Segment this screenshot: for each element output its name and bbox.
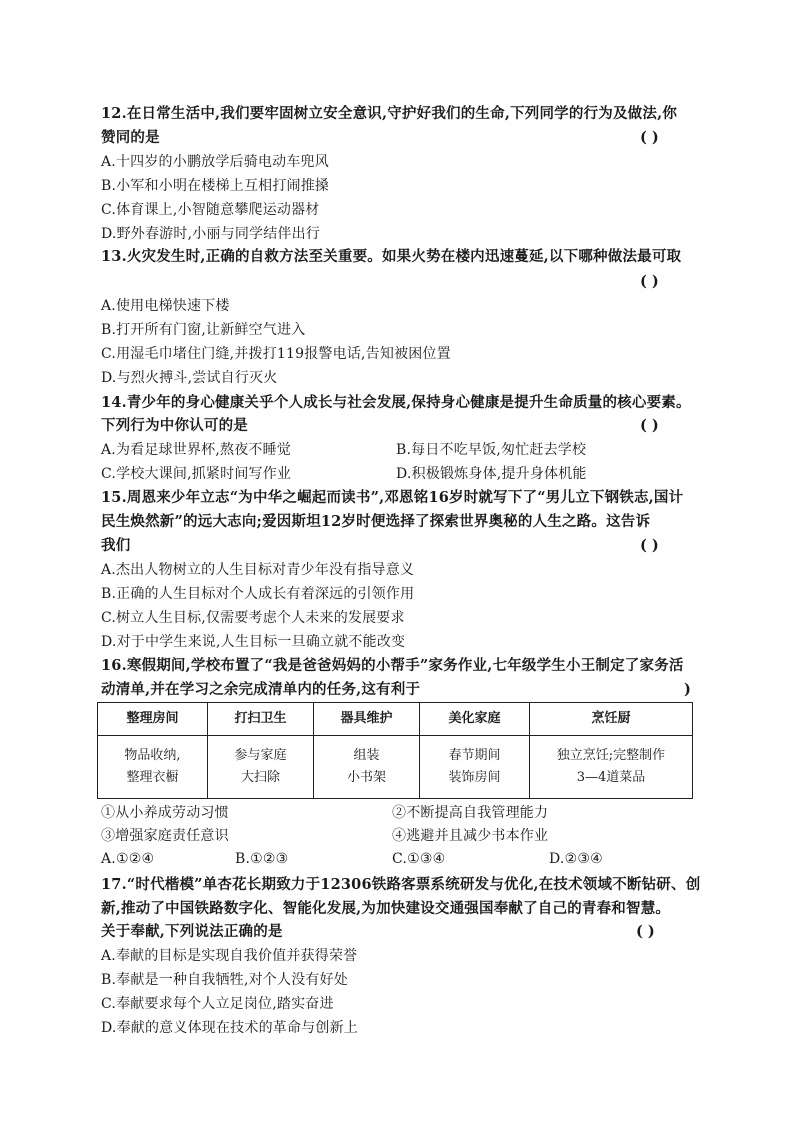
q16-choice-b: B.①②③ — [235, 851, 289, 867]
q15-answer-blank: ( ) — [640, 537, 659, 554]
table-row — [98, 736, 693, 799]
cell-line: 整理衣橱 — [126, 770, 179, 785]
q15-option-d: D.对于中学生来说,人生目标一旦确立就不能改变 — [101, 634, 406, 650]
q16-stem-line2: 动清单,并在学习之余完成清单内的任务,这有利于 — [101, 681, 421, 698]
q15-stem-line1: 15.周恩来少年立志“为中华之崛起而读书”,邓恩铭16岁时就写下了“男儿立下钢铁志,国计 — [101, 489, 684, 506]
q12-stem-line2: 赞同的是 — [101, 129, 160, 146]
cell-line: 春节期间 — [448, 748, 501, 763]
q16-stem-line1: 16.寒假期间,学校布置了“我是爸爸妈妈的小帮手”家务作业,七年级学生小王制定了家务活 — [101, 657, 684, 674]
q17-stem-line3: 关于奉献,下列说法正确的是 — [101, 923, 283, 940]
table-header-cell: 器具维护 — [314, 703, 420, 736]
cell-line: 3—4道菜品 — [576, 770, 646, 785]
q16-statement-1: ①从小养成劳动习惯 — [101, 805, 229, 821]
q17-option-b: B.奉献是一种自我牺牲,对个人没有好处 — [101, 972, 348, 988]
q14-stem-line2: 下列行为中你认可的是 — [101, 417, 248, 434]
q16-choice-a: A.①②④ — [101, 851, 155, 867]
cell-line: 组装 — [353, 748, 380, 763]
q14-option-a: A.为看足球世界杯,熬夜不睡觉 — [101, 442, 292, 458]
q17-stem-line1: 17.“时代楷模”单杏花长期致力于12306铁路客票系统研发与优化,在技术领域不断钻研、创 — [101, 876, 701, 893]
q17-answer-blank: ( ) — [636, 923, 655, 940]
table-cell — [530, 736, 693, 799]
q12-stem-line1: 12.在日常生活中,我们要牢固树立安全意识,守护好我们的生命,下列同学的行为及做法,你 — [101, 105, 678, 122]
table-cell — [208, 736, 314, 799]
table-cell — [314, 736, 420, 799]
q13-answer-blank: ( ) — [640, 273, 659, 290]
q13-option-b: B.打开所有门窗,让新鲜空气进入 — [101, 322, 306, 338]
q15-option-a: A.杰出人物树立的人生目标对青少年没有指导意义 — [101, 562, 415, 578]
q17-option-d: D.奉献的意义体现在技术的革命与创新上 — [101, 1020, 358, 1036]
cell-line: 独立烹饪;完整制作 — [556, 748, 666, 763]
q16-statement-3: ③增强家庭责任意识 — [101, 828, 229, 844]
q17-option-c: C.奉献要求每个人立足岗位,踏实奋进 — [101, 996, 334, 1012]
q14-option-b: B.每日不吃早饭,匆忙赶去学校 — [396, 442, 587, 458]
q16-statement-4: ④逃避并且减少书本作业 — [392, 828, 549, 844]
q12-option-b: B.小军和小明在楼梯上互相打闹推搡 — [101, 178, 330, 194]
q17-stem-line2: 新,推动了中国铁路数字化、智能化发展,为加快建设交通强国奉献了自己的青春和智慧。 — [101, 900, 671, 917]
table-cell — [420, 736, 530, 799]
q16-choice-c: C.①③④ — [392, 851, 446, 867]
q12-answer-blank: ( ) — [640, 129, 659, 146]
cell-line: 参与家庭 — [234, 748, 287, 763]
cell-line: 物品收纳, — [124, 748, 181, 763]
q12-option-c: C.体育课上,小智随意攀爬运动器材 — [101, 202, 320, 218]
cell-line: 装饰房间 — [448, 770, 501, 785]
cell-line: 小书架 — [346, 770, 386, 785]
q16-statement-2: ②不断提高自我管理能力 — [392, 805, 549, 821]
table-cell — [98, 736, 208, 799]
q15-option-c: C.树立人生目标,仅需要考虑个人未来的发展要求 — [101, 610, 405, 626]
cell-line: 大扫除 — [240, 770, 280, 785]
q15-stem-line3: 我们 — [101, 537, 131, 554]
q14-option-c: C.学校大课间,抓紧时间写作业 — [101, 466, 292, 482]
q15-stem-line2: 民生焕然新”的远大志向;爱因斯坦12岁时便选择了探索世界奥秘的人生之路。这告诉 — [101, 513, 651, 530]
q14-option-d: D.积极锻炼身体,提升身体机能 — [396, 466, 587, 482]
q13-option-d: D.与烈火搏斗,尝试自行灭火 — [101, 370, 278, 386]
q12-option-a: A.十四岁的小鹏放学后骑电动车兜风 — [101, 154, 329, 170]
q17-option-a: A.奉献的目标是实现自我价值并获得荣誉 — [101, 948, 358, 964]
chore-list-table — [97, 702, 693, 799]
table-header-cell: 打扫卫生 — [208, 703, 314, 736]
table-header-cell: 美化家庭 — [420, 703, 530, 736]
q14-answer-blank: ( ) — [640, 417, 659, 434]
q16-answer-blank: ) — [684, 681, 691, 698]
q12-option-d: D.野外春游时,小丽与同学结伴出行 — [101, 226, 321, 242]
q13-stem-line1: 13.火灾发生时,正确的自救方法至关重要。如果火势在楼内迅速蔓延,以下哪种做法最可取 — [101, 248, 682, 265]
q13-option-a: A.使用电梯快速下楼 — [101, 298, 230, 314]
table-header-cell: 烹饪厨 — [530, 703, 693, 736]
q16-choice-d: D.②③④ — [549, 851, 603, 867]
q13-option-c: C.用湿毛巾堵住门缝,并拨打119报警电话,告知被困位置 — [101, 346, 451, 362]
table-header-cell: 整理房间 — [98, 703, 208, 736]
table-header-row — [98, 703, 693, 736]
q14-stem-line1: 14.青少年的身心健康关乎个人成长与社会发展,保持身心健康是提升生命质量的核心要素。 — [101, 394, 691, 411]
q15-option-b: B.正确的人生目标对个人成长有着深远的引领作用 — [101, 586, 415, 602]
